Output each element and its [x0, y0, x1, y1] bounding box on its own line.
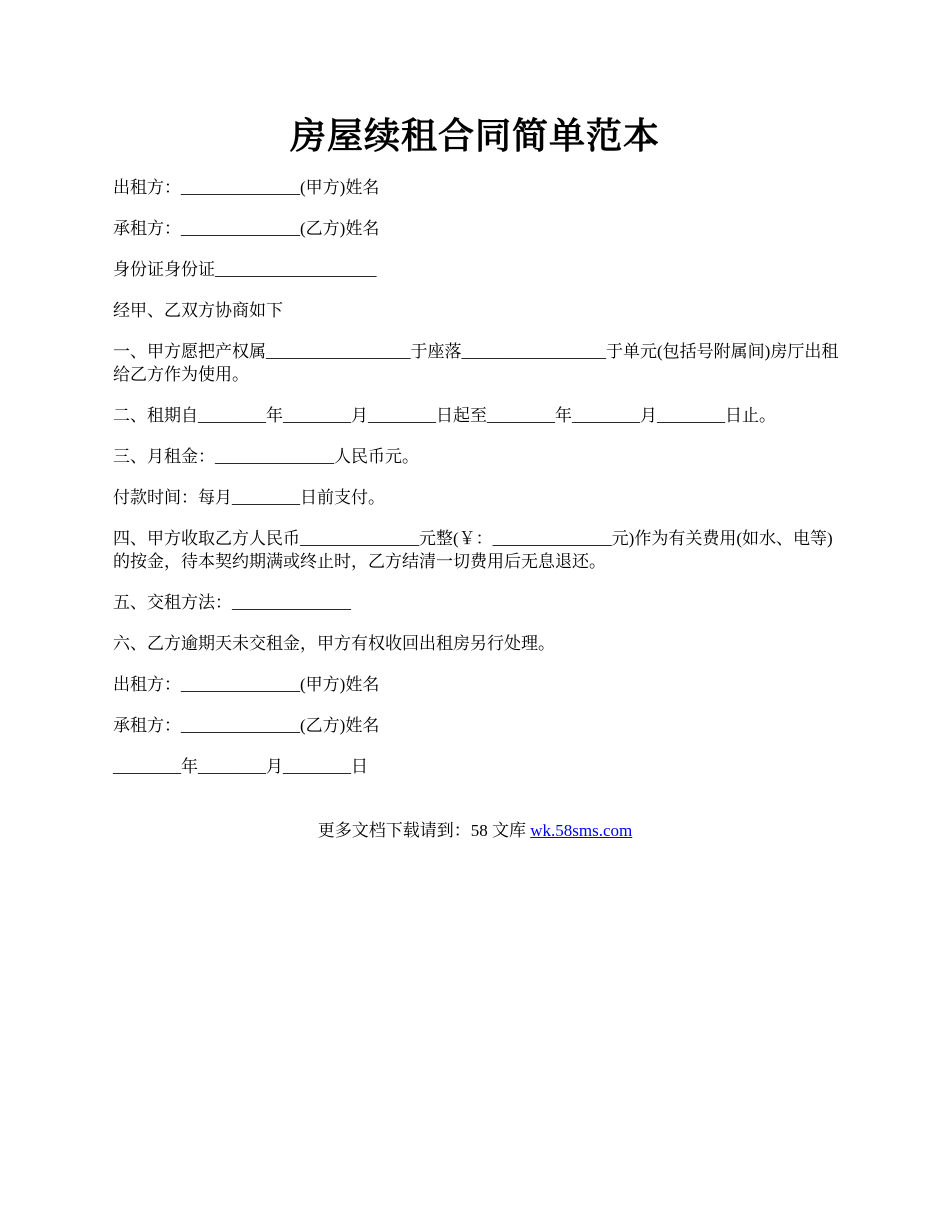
- clause-6: 六、乙方逾期天未交租金，甲方有权收回出租房另行处理。: [113, 634, 555, 653]
- clause-2-end: 日止。: [725, 406, 776, 425]
- clause-3: [113, 445, 841, 468]
- clause-2-text: 二、租期自: [113, 406, 198, 425]
- date-blank-day: ________: [283, 757, 351, 776]
- payment-text-b: 日前支付。: [300, 488, 385, 507]
- lessor-sign-label: 出租方：: [113, 675, 181, 694]
- id-blank: ___________________: [215, 260, 377, 279]
- clause-5: [113, 591, 841, 614]
- footer-text: 更多文档下载请到：58 文库: [317, 821, 531, 840]
- clause-1-text-b: 于座落: [410, 342, 462, 361]
- lessee-line: [113, 217, 841, 240]
- lessor-sign-line: [113, 673, 841, 696]
- date-day: 日: [351, 757, 368, 776]
- clause-2-blank-3: ________: [368, 406, 436, 425]
- payment-blank: ________: [232, 488, 300, 507]
- clause-2-day-to: 日起至: [436, 406, 487, 425]
- clause-2-blank-1: ________: [198, 406, 266, 425]
- clause-1-blank-a: _________________: [266, 342, 411, 361]
- lessee-sign-suffix: (乙方)姓名: [300, 716, 380, 735]
- lessee-blank: ______________: [181, 219, 300, 238]
- clause-1-text-a: 一、甲方愿把产权属: [113, 342, 266, 361]
- footer: [0, 819, 950, 842]
- lessor-sign-suffix: (甲方)姓名: [300, 675, 380, 694]
- lessee-label: 承租方：: [113, 219, 181, 238]
- clause-4: [113, 527, 841, 573]
- clause-2-month-2: 月: [640, 406, 657, 425]
- document-body: [113, 176, 841, 796]
- date-month: 月: [266, 757, 283, 776]
- clause-3-blank: ______________: [215, 447, 334, 466]
- clause-5-blank: ______________: [232, 593, 351, 612]
- clause-2-year-2: 年: [555, 406, 572, 425]
- date-year: 年: [181, 757, 198, 776]
- clause-2: [113, 404, 841, 427]
- lessor-suffix: (甲方)姓名: [300, 178, 380, 197]
- id-label: 身份证身份证: [113, 260, 215, 279]
- id-line: [113, 258, 841, 281]
- clause-5-text: 五、交租方法：: [113, 593, 232, 612]
- date-blank-year: ________: [113, 757, 181, 776]
- footer-link[interactable]: wk.58sms.com: [530, 821, 633, 840]
- clause-2-blank-2: ________: [283, 406, 351, 425]
- date-line: [113, 755, 841, 778]
- clause-1: [113, 340, 841, 386]
- lessor-sign-blank: ______________: [181, 675, 300, 694]
- clause-2-blank-6: ________: [657, 406, 725, 425]
- negotiate-line: 经甲、乙双方协商如下: [113, 301, 283, 320]
- document-title: 房屋续租合同简单范本: [289, 116, 660, 156]
- clause-4-blank-b: ______________: [492, 529, 612, 548]
- clause-3-text-a: 三、月租金：: [113, 447, 215, 466]
- payment-line: [113, 486, 841, 509]
- clause-4-text-a: 四、甲方收取乙方人民币: [113, 529, 300, 548]
- lessee-sign-label: 承租方：: [113, 716, 181, 735]
- payment-text-a: 付款时间：每月: [113, 488, 232, 507]
- lessor-line: [113, 176, 841, 199]
- lessee-sign-blank: ______________: [181, 716, 300, 735]
- clause-4-text-b: 元整(￥：: [419, 529, 493, 548]
- clause-2-blank-5: ________: [572, 406, 640, 425]
- clause-2-blank-4: ________: [487, 406, 555, 425]
- clause-2-year-1: 年: [266, 406, 283, 425]
- clause-4-blank-a: ______________: [300, 529, 419, 548]
- clause-1-text-c: 于单元(包括号附属间)房厅出租给乙方作为使用。: [113, 342, 839, 384]
- lessee-suffix: (乙方)姓名: [300, 219, 380, 238]
- lessor-label: 出租方：: [113, 178, 181, 197]
- clause-1-blank-b: _________________: [461, 342, 606, 361]
- lessee-sign-line: [113, 714, 841, 737]
- clause-4-text-c: 元)作为有关费用(如水、电等)的按金，待本契约期满或终止时，乙方结清一切费用后无息退还。: [113, 529, 833, 571]
- date-blank-month: ________: [198, 757, 266, 776]
- lessor-blank: ______________: [181, 178, 300, 197]
- clause-3-text-b: 人民币元。: [334, 447, 419, 466]
- clause-2-month-1: 月: [351, 406, 368, 425]
